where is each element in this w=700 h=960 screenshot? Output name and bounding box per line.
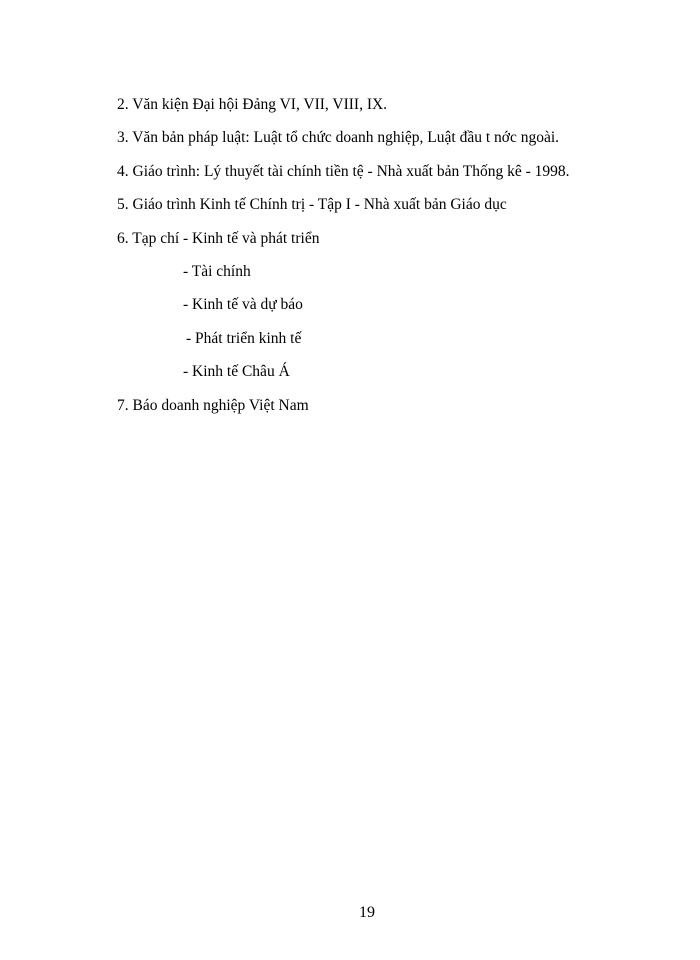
reference-item-4: 4. Giáo trình: Lý thuyết tài chính tiền tệ - Nhà xuất bản Thống kê - 1998. [117, 162, 570, 180]
journal-subitem-phat-trien-kinh-te: - Phát triển kinh tế [186, 329, 302, 347]
reference-item-6: 6. Tạp chí - Kinh tế và phát triển [117, 229, 320, 247]
page-number: 19 [359, 904, 375, 921]
reference-item-3: 3. Văn bản pháp luật: Luật tổ chức doanh nghiệp, Luật đầu t nớc ngoài. [117, 129, 560, 147]
journal-subitem-kinh-te-chau-a: - Kinh tế Châu Á [183, 363, 290, 381]
reference-list [117, 94, 677, 428]
reference-item-2: 2. Văn kiện Đại hội Đảng VI, VII, VIII, IX. [117, 96, 388, 113]
journal-subitem-tai-chinh: - Tài chính [183, 262, 251, 280]
reference-item-5: 5. Giáo trình Kinh tế Chính trị - Tập I - Nhà xuất bản Giáo dục [117, 196, 507, 214]
reference-item-7: 7. Báo doanh nghiệp Việt Nam [117, 396, 309, 414]
journal-subitem-kinh-te-du-bao: - Kinh tế và dự báo [183, 296, 303, 314]
